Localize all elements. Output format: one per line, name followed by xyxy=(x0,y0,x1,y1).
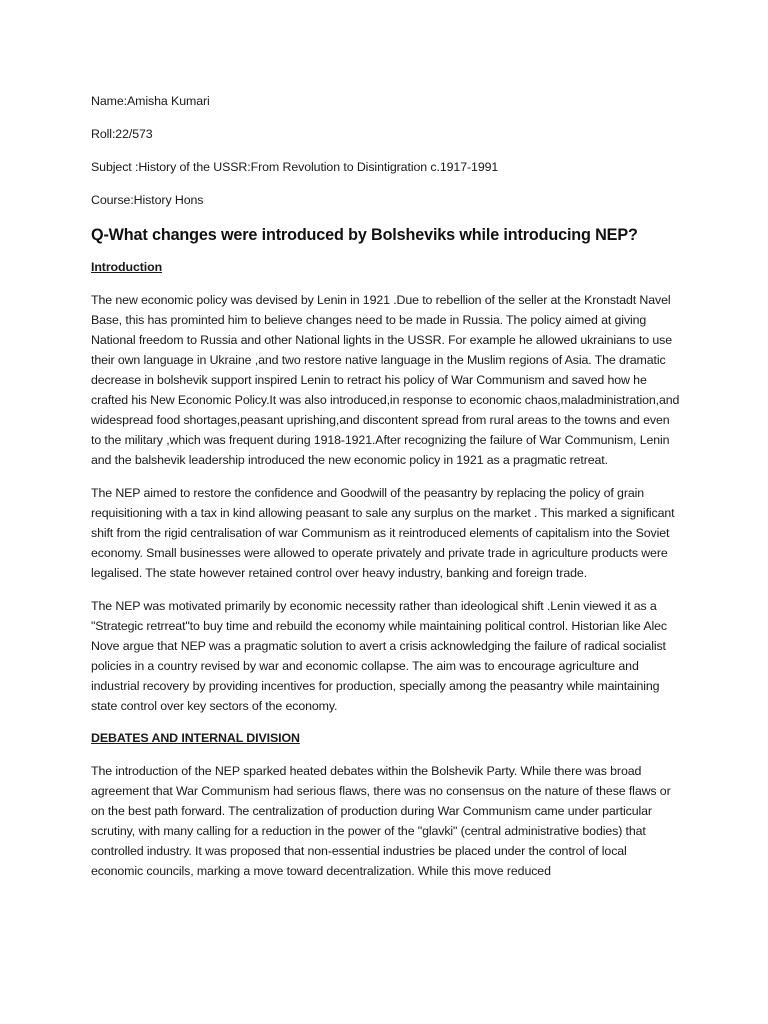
intro-paragraph-1: The new economic policy was devised by Lenin in 1921 .Due to rebellion of the seller at the Kronstadt Navel Base, this has prominted him to believe changes need to be made in Russia. The policy aimed at giving National freedom to Russia and other National lights in the USSR. For example he allowed ukrainians to use their own language in Ukraine ,and two restore native language in the Muslim regions of Asia. The dramatic decrease in bolshevik support inspired Lenin to retract his policy of War Communism and saved how he crafted his New Economic Policy.It was also introduced,in response to economic chaos,maladministration,and widespread food shortages,peasant uprishing,and discontent spread from rural areas to the towns and even to the military ,which was frequent during 1918-1921.After recognizing the failure of War Communism, Lenin and the balshevik leadership introduced the new economic policy in 1921 as a pragmatic retreat. xyxy=(91,293,680,467)
question-title: Q-What changes were introduced by Bolsheviks while introducing NEP? xyxy=(91,226,638,244)
student-name: Name:Amisha Kumari xyxy=(91,94,210,108)
course-line: Course:History Hons xyxy=(91,193,204,207)
intro-paragraph-2: The NEP aimed to restore the confidence and Goodwill of the peasantry by replacing the policy of grain requisitioning with a tax in kind allowing peasant to sale any surplus on the market . This marked a significant shift from the rigid centralisation of war Communism as it reintroduced elements of capitalism into the Soviet economy. Small businesses were allowed to operate privately and private trade in agriculture products were legalised. The state however retained control over heavy industry, banking and foreign trade. xyxy=(91,486,675,580)
debates-paragraph-1: The introduction of the NEP sparked heated debates within the Bolshevik Party. While there was broad agreement that War Communism had serious flaws, there was no consensus on the nature of these flaws or on the best path forward. The centralization of production during War Communism came under particular scrutiny, with many calling for a reduction in the power of the "glavki" (central administrative bodies) that controlled industry. It was proposed that non-essential industries be placed under the control of local economic councils, marking a move toward decentralization. While this move reduced xyxy=(91,764,671,878)
document-page xyxy=(91,92,681,894)
section-heading-introduction: Introduction xyxy=(91,260,163,274)
subject-line: Subject :History of the USSR:From Revolution to Disintigration c.1917-1991 xyxy=(91,160,499,174)
section-heading-debates: DEBATES AND INTERNAL DIVISION xyxy=(91,731,300,745)
intro-paragraph-3: The NEP was motivated primarily by economic necessity rather than ideological shift .Lenin viewed it as a "Strategic retrreat"to buy time and rebuild the economy while maintaining political control. Historian like Alec Nove argue that NEP was a pragmatic solution to avert a crisis acknowledging the failure of radical socialist policies in a country revised by war and economic collapse. The aim was to encourage agriculture and industrial recovery by providing incentives for production, specially among the peasantry while maintaining state control over key sectors of the economy. xyxy=(91,599,667,713)
roll-number: Roll:22/573 xyxy=(91,127,153,141)
